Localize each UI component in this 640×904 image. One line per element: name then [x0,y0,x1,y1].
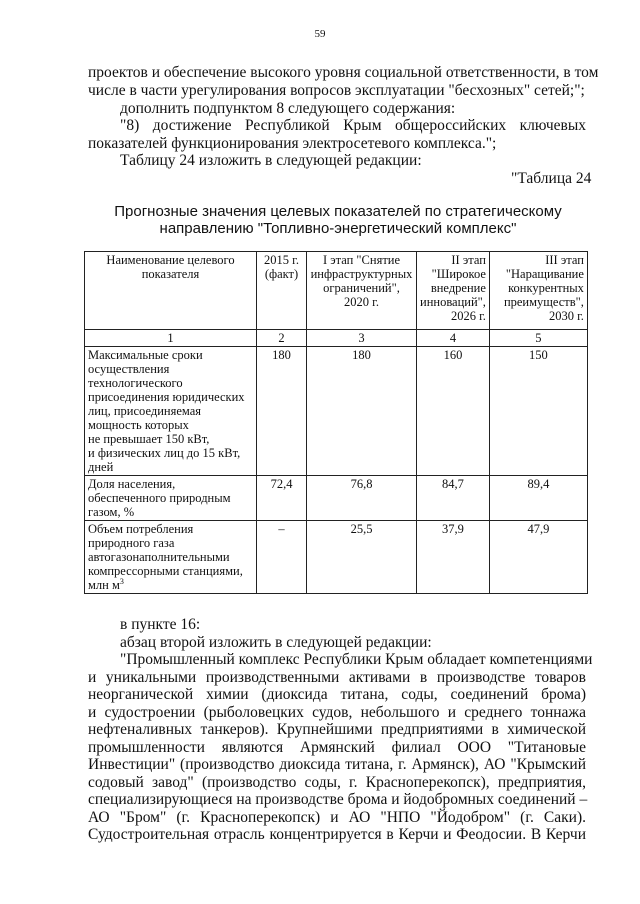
column-number: 4 [417,330,490,347]
body-text-line: "8) достижение Республикой Крым общероссийских ключевых [120,117,586,134]
value-cell: 160 [417,347,490,476]
body-text-line: содовый завод" (производство соды, г. Красноперекопск), предприятия, [88,774,586,791]
body-text-line: Таблицу 24 изложить в следующей редакции: [120,152,422,169]
header-stage-3: III этап "Наращивание конкурентных преимуществ", 2030 г. [489,252,587,330]
table-label: "Таблица 24 [511,170,592,187]
body-text-line: дополнить подпунктом 8 следующего содержания: [120,100,456,117]
value-cell: 76,8 [307,476,417,521]
body-text-line: Судостроительная отрасль концентрируется в Керчи и Феодосии. В Керчи [88,826,586,843]
indicator-name-cell: Доля населения, обеспеченного природным газом, % [85,476,257,521]
body-text-line: показателей функционирования электросетевого комплекса."; [88,135,497,152]
value-cell: 180 [307,347,417,476]
value-cell: 25,5 [307,521,417,594]
column-number-row [85,330,588,347]
value-cell: 47,9 [489,521,587,594]
value-cell: 37,9 [417,521,490,594]
column-number: 5 [489,330,587,347]
header-stage-1: I этап "Снятие инфраструктурных ограничений", 2020 г. [307,252,417,330]
body-text-line: АО "Бром" (г. Красноперекопск) и АО "НПО "Йодобром" (г. Саки). [88,809,586,826]
header-2015-fact: 2015 г. (факт) [257,252,307,330]
table-caption-line: направлению "Топливно-энергетический комплекс" [159,220,517,237]
value-cell: 89,4 [489,476,587,521]
value-cell: 150 [489,347,587,476]
body-text-line: абзац второй изложить в следующей редакции: [120,634,432,651]
table-caption-line: Прогнозные значения целевых показателей по стратегическому [114,203,562,220]
column-number: 2 [257,330,307,347]
body-text-line: проектов и обеспечение высокого уровня социальной ответственности, в том [88,64,599,81]
body-text-line: неорганической химии (диоксида титана, соды, соединений брома) [88,686,586,703]
header-indicator-name: Наименование целевого показателя [85,252,257,330]
body-text-line: числе в части урегулирования вопросов эксплуатации "бесхозных" сетей;"; [88,82,585,99]
page-number: 59 [314,28,326,40]
table-row [85,476,588,521]
value-cell: – [257,521,307,594]
indicators-table [84,251,588,594]
body-text-line: Инвестиции" (производство диоксида титана, г. Армянск), АО "Крымский [88,756,586,773]
body-text-line: и уникальными производственными активами в производстве товаров [88,669,586,686]
header-stage-2: II этап "Широкое внедрение инноваций", 2026 г. [417,252,490,330]
value-cell: 84,7 [417,476,490,521]
body-text-line: и судостроении (рыболовецких судов, небольшого и среднего тоннажа [88,704,586,721]
unit-superscript: 3 [119,576,124,586]
value-cell: 72,4 [257,476,307,521]
indicator-name-cell: Максимальные сроки осуществления технологического присоединения юридических лиц, присоединяемая мощность которых не превышает 150 кВт, и физических лиц до 15 кВт, дней [85,347,257,476]
table-row [85,521,588,594]
indicator-name-cell: Объем потребления природного газа автогазонаполнительными компрессорными станциями, млн $м^3$ [85,521,257,594]
body-text-line: нефтеналивных танкеров). Крупнейшими предприятиями в химической [88,721,586,738]
column-number: 3 [307,330,417,347]
column-number: 1 [85,330,257,347]
body-text-line: "Промышленный комплекс Республики Крым обладает компетенциями [120,651,593,668]
table-row [85,347,588,476]
body-text-line: специализирующиеся на производстве брома и йодобромных соединений – [88,791,588,808]
value-cell: 180 [257,347,307,476]
table-header-row [85,252,588,330]
body-text-line: промышленности являются Армянский филиал ООО "Титановые [88,739,586,756]
body-text-line: в пункте 16: [120,616,201,633]
